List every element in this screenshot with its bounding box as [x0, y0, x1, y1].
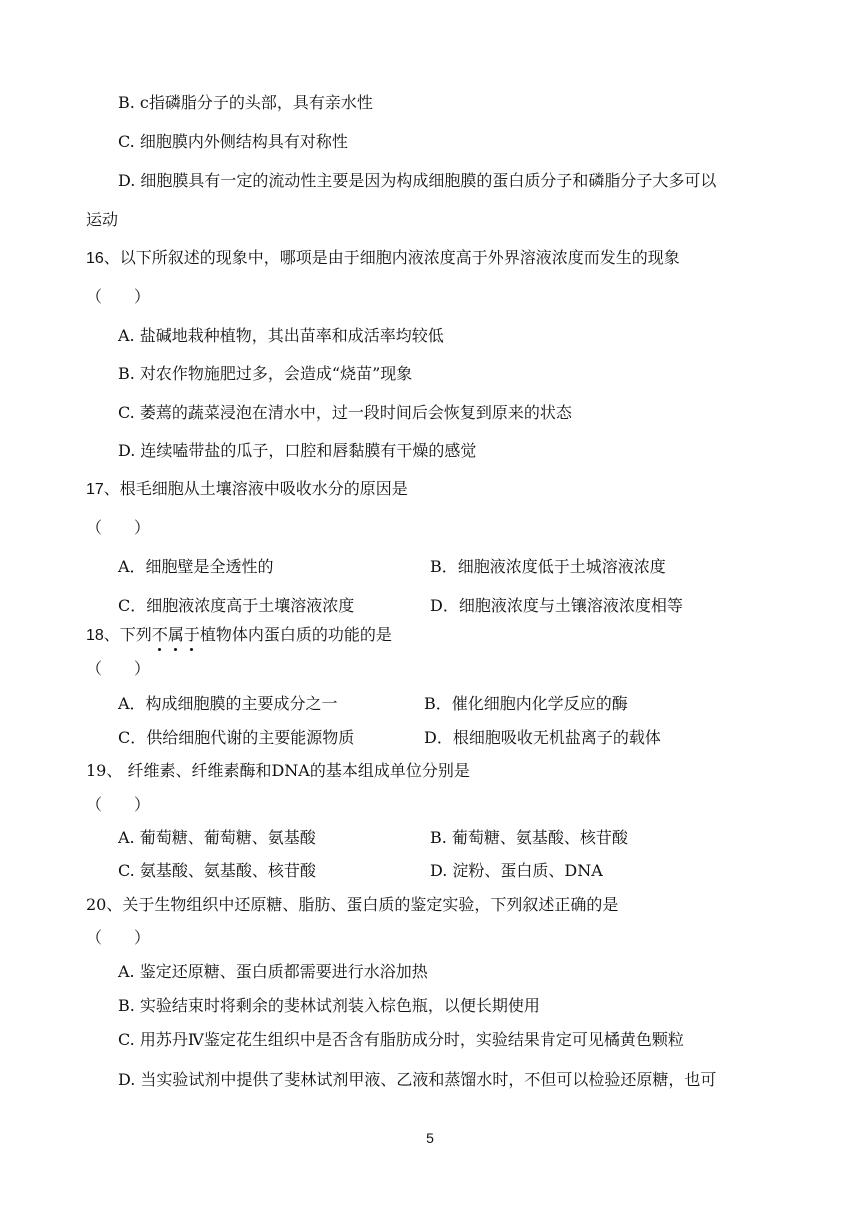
question-19-option-b: B. 葡萄糖、氨基酸、核苷酸 — [430, 828, 628, 847]
question-18-option-b: B．催化细胞内化学反应的酶 — [424, 694, 628, 713]
question-20-option-d: D. 当实验试剂中提供了斐林试剂甲液、乙液和蒸馏水时，不但可以检验还原糖，也可 — [118, 1070, 717, 1089]
question-20-option-c: C. 用苏丹Ⅳ鉴定花生组织中是否含有脂肪成分时，实验结果肯定可见橘黄色颗粒 — [118, 1030, 684, 1049]
question-16-option-c: C. 萎蔫的蔬菜浸泡在清水中，过一段时间后会恢复到原来的状态 — [118, 403, 572, 422]
question-16-stem — [86, 248, 680, 269]
prev-option-b: B. c指磷脂分子的头部，具有亲水性 — [118, 93, 373, 112]
q16-text: 16、以下所叙述的现象中，哪项是由于细胞内液浓度高于外界溶液浓度而发生的现象 — [86, 250, 680, 267]
prev-option-c: C. 细胞膜内外侧结构具有对称性 — [118, 132, 348, 151]
question-18-option-d: D．根细胞吸收无机盐离子的载体 — [424, 728, 661, 747]
prev-option-d-continued: 运动 — [86, 210, 119, 229]
question-17-option-a: A．细胞壁是全透性的 — [118, 557, 274, 576]
question-20-stem: 20、关于生物组织中还原糖、脂肪、蛋白质的鉴定实验，下列叙述正确的是 — [86, 895, 619, 914]
q18-emphasis-char-1: 不 — [151, 627, 168, 644]
question-16-option-a: A. 盐碱地栽种植物，其出苗率和成活率均较低 — [118, 326, 444, 345]
question-17-option-c: C．细胞液浓度高于土壤溶液浓度 — [118, 596, 355, 615]
question-17-stem: 17、根毛细胞从土壤溶液中吸收水分的原因是 — [86, 481, 408, 498]
question-18-option-a: A．构成细胞膜的主要成分之一 — [118, 694, 338, 713]
page-number: 5 — [426, 1130, 434, 1146]
q18-emphasis-char-2: 属 — [167, 627, 184, 644]
question-16-option-d: D. 连续嗑带盐的瓜子，口腔和唇黏膜有干燥的感觉 — [118, 441, 477, 460]
question-19-stem: 19、 纤维素、纤维素酶和DNA的基本组成单位分别是 — [86, 761, 470, 780]
question-18-stem — [86, 626, 392, 646]
question-20-option-b: B. 实验结束时将剩余的斐林试剂装入棕色瓶，以便长期使用 — [118, 996, 540, 1015]
question-19-option-c: C. 氨基酸、氨基酸、核苷酸 — [118, 861, 316, 880]
question-19-bracket: （ ） — [86, 795, 151, 814]
question-18-option-c: C．供给细胞代谢的主要能源物质 — [118, 728, 355, 747]
q18-emphasis-char-3: 于 — [183, 627, 200, 644]
question-16-option-b: B. 对农作物施肥过多，会造成“烧苗”现象 — [118, 364, 413, 383]
question-19-option-d: D. 淀粉、蛋白质、DNA — [430, 861, 603, 880]
question-20-bracket: （ ） — [86, 928, 151, 947]
question-16-bracket: （ ） — [86, 287, 151, 306]
question-17-bracket: （ ） — [86, 518, 151, 537]
question-18-bracket: （ ） — [86, 659, 151, 678]
question-17-option-d: D．细胞液浓度与土镶溶液浓度相等 — [430, 596, 683, 615]
q18-stem-pre: 18、下列 — [86, 627, 152, 644]
question-19-option-a: A. 葡萄糖、葡萄糖、氨基酸 — [118, 828, 316, 847]
question-17-option-b: B．细胞液浓度低于土城溶液浓度 — [430, 557, 666, 576]
q18-stem-post: 植物体内蛋白质的功能的是 — [199, 627, 392, 644]
question-20-option-a: A. 鉴定还原糖、蛋白质都需要进行水浴加热 — [118, 962, 428, 981]
prev-option-d: D. 细胞膜具有一定的流动性主要是因为构成细胞膜的蛋白质分子和磷脂分子大多可以 — [118, 171, 717, 190]
